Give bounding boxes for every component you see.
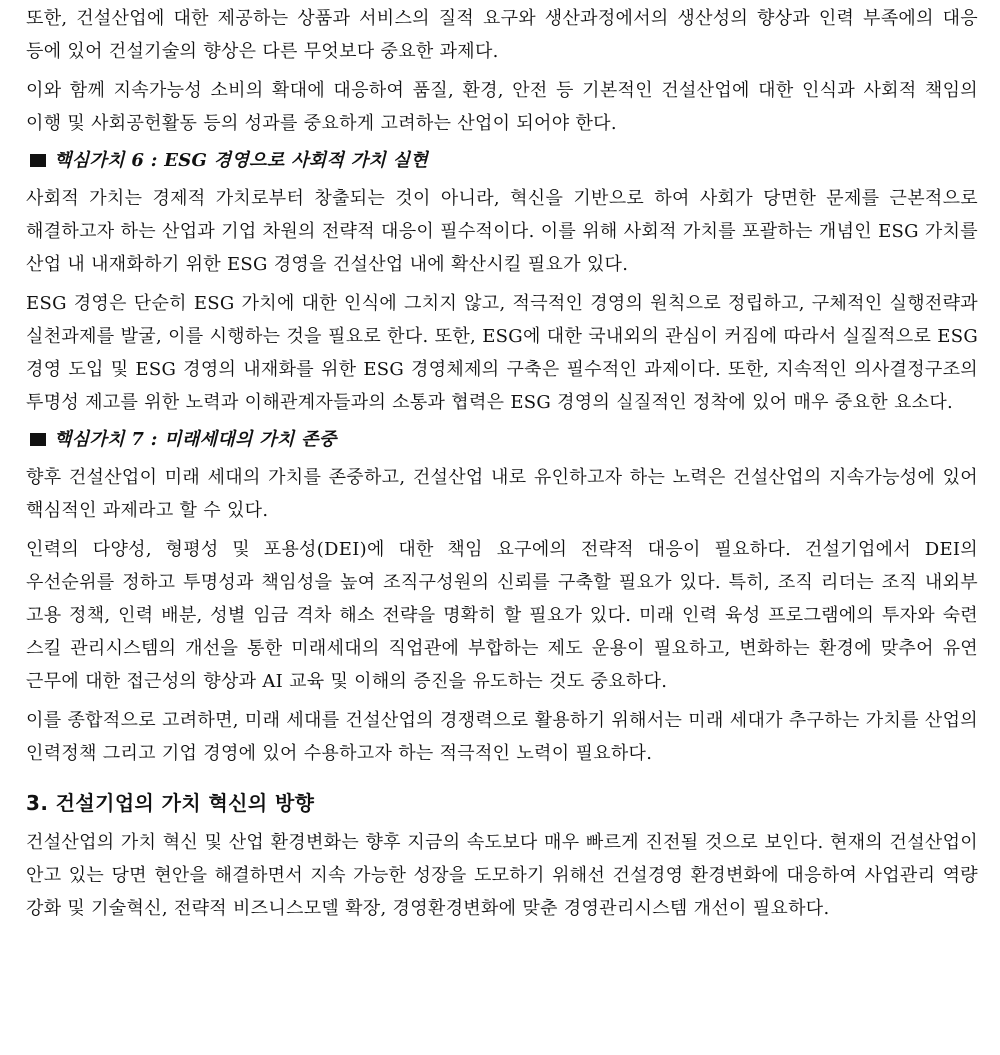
paragraph: 인력의 다양성, 형평성 및 포용성(DEI)에 대한 책임 요구에의 전략적 대응이 필요하다. 건설기업에서 DEI의 우선순위를 정하고 투명성과 책임성을 높여 조직구성원의 신뢰를 구축할 필요가 있다. 특히, 조직 리더는 조직 내외부 고용 정책, 인력 배분, 성별 임금 격차 해소 전략을 명확히 할 필요가 있다. 미래 인력 육성 프로그램에의 투자와 숙련 스킬 관리시스템의 개선을 통한 미래세대의 직업관에 부합하는 제도 운용이 필요하고, 변화하는 환경에 맞추어 유연 근무에 대한 접근성의 향상과 AI 교육 및 이해의 증진을 유도하는 것도 중요하다.: [26, 539, 978, 692]
section-title: 3. 건설기업의 가치 혁신의 방향: [26, 791, 315, 815]
document-page: [26, 2, 978, 931]
paragraph: 이를 종합적으로 고려하면, 미래 세대를 건설산업의 경쟁력으로 활용하기 위해서는 미래 세대가 추구하는 가치를 산업의 인력정책 그리고 기업 경영에 있어 수용하고자 하는 적극적인 노력이 필요하다.: [26, 710, 978, 764]
heading-text: 핵심가치 7 : 미래세대의 가치 존중: [54, 429, 337, 450]
core-value-7-heading: [30, 425, 978, 455]
paragraph: 향후 건설산업이 미래 세대의 가치를 존중하고, 건설산업 내로 유인하고자 하는 노력은 건설산업의 지속가능성에 있어 핵심적인 과제라고 할 수 있다.: [26, 467, 978, 521]
paragraph: 사회적 가치는 경제적 가치로부터 창출되는 것이 아니라, 혁신을 기반으로 하여 사회가 당면한 문제를 근본적으로 해결하고자 하는 산업과 기업 차원의 전략적 대응이 필수적이다. 이를 위해 사회적 가치를 포괄하는 개념인 ESG 가치를 산업 내 내재화하기 위한 ESG 경영을 건설산업 내에 확산시킬 필요가 있다.: [26, 188, 978, 275]
heading-text: 핵심가치 6 : ESG 경영으로 사회적 가치 실현: [54, 150, 429, 171]
paragraph: ESG 경영은 단순히 ESG 가치에 대한 인식에 그치지 않고, 적극적인 경영의 원칙으로 정립하고, 구체적인 실행전략과 실천과제를 발굴, 이를 시행하는 것을 필요로 한다. 또한, ESG에 대한 국내외의 관심이 커짐에 따라서 실질적으로 ESG 경영 도입 및 ESG 경영의 내재화를 위한 ESG 경영체제의 구축은 필수적인 과제이다. 또한, 지속적인 의사결정구조의 투명성 제고를 위한 노력과 이해관계자들과의 소통과 협력은 ESG 경영의 실질적인 정착에 있어 매우 중요한 요소다.: [26, 293, 978, 413]
square-bullet-icon: [30, 154, 46, 167]
paragraph: 이와 함께 지속가능성 소비의 확대에 대응하여 품질, 환경, 안전 등 기본적인 건설산업에 대한 인식과 사회적 책임의 이행 및 사회공헌활동 등의 성과를 중요하게 고려하는 산업이 되어야 한다.: [26, 80, 978, 134]
paragraph: 또한, 건설산업에 대한 제공하는 상품과 서비스의 질적 요구와 생산과정에서의 생산성의 향상과 인력 부족에의 대응 등에 있어 건설기술의 향상은 다른 무엇보다 중요한 과제다.: [26, 8, 978, 62]
square-bullet-icon: [30, 433, 46, 446]
paragraph: 건설산업의 가치 혁신 및 산업 환경변화는 향후 지금의 속도보다 매우 빠르게 진전될 것으로 보인다. 현재의 건설산업이 안고 있는 당면 현안을 해결하면서 지속 가능한 성장을 도모하기 위해선 건설경영 환경변화에 대응하여 사업관리 역량 강화 및 기술혁신, 전략적 비즈니스모델 확장, 경영환경변화에 맞춘 경영관리시스템 개선이 필요하다.: [26, 832, 978, 919]
core-value-6-heading: [30, 146, 978, 176]
